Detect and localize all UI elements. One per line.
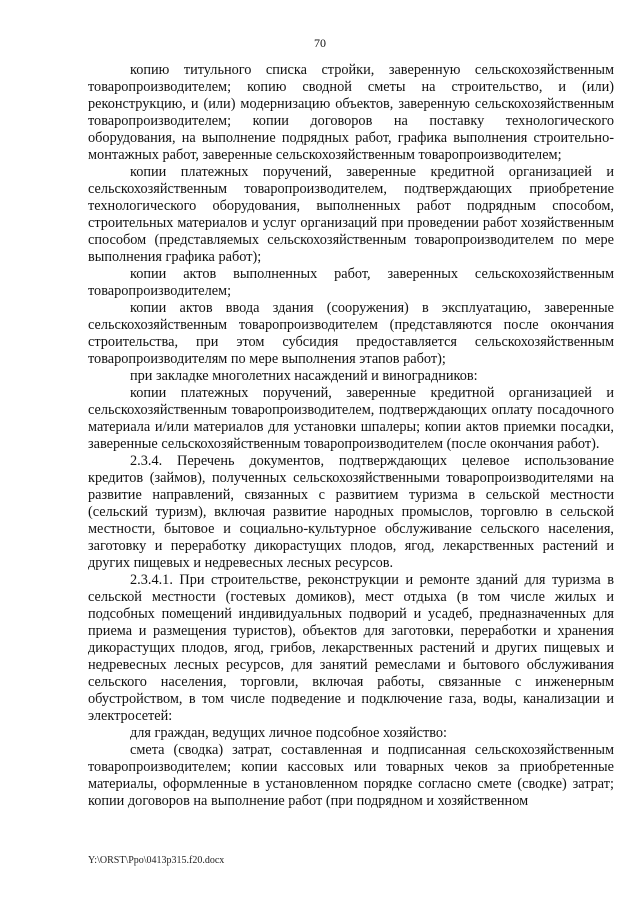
paragraph: 2.3.4.1. При строительстве, реконструкции и ремонте зданий для туризма в сельской местности (гостевых домиков), мест отдыха (в том числе жилых и подсобных помещений индивидуальных подворий и усадеб, предназначенных для приема и размещения туристов), объектов для заготовки, переработки и хранения дикорастущих плодов, ягод, грибов, лекарственных растений и других пищевых и недревесных лесных ресурсов, для занятий ремеслами и бытового обслуживания сельского населения, торговли, включая работы, связанные с инженерным обустройством, в том числе подведение и подключение газа, воды, канализации и электросетей: [88,572,614,724]
paragraph: копии платежных поручений, заверенные кредитной организацией и сельскохозяйственным товаропроизводителем, подтверждающих приобретение технологического оборудования, выполненных работ подрядным способом, строительных материалов и услуг организаций при проведении работ хозяйственным способом (представляемых сельскохозяйственным товаропроизводителем по мере выполнения графика работ); [88,164,614,265]
paragraph: смета (сводка) затрат, составленная и подписанная сельскохозяйственным товаропроизводителем; копии кассовых или товарных чеков за приобретенные материалы, оформленные в установленном порядке согласно смете (сводке) затрат; копии договоров на выполнение работ (при подрядном и хозяйственном [88,742,614,809]
paragraph: копии актов ввода здания (сооружения) в эксплуатацию, заверенные сельскохозяйственным товаропроизводителем (представляются после окончания строительства, при этом субсидия предоставляется сельскохозяйственным товаропроизводителям по мере выполнения этапов работ); [88,300,614,367]
paragraph: копии платежных поручений, заверенные кредитной организацией и сельскохозяйственным товаропроизводителем, подтверждающих оплату посадочного материала и/или материалов для установки шпалеры; копии актов приемки посадки, заверенные сельскохозяйственным товаропроизводителем (после окончания работ). [88,385,614,452]
paragraph: копии актов выполненных работ, заверенных сельскохозяйственным товаропроизводителем; [88,266,614,299]
footer-file-path: Y:\ORST\Ppo\0413p315.f20.docx [88,855,225,866]
paragraph: при закладке многолетних насаждений и виноградников: [130,368,478,384]
paragraph: 2.3.4. Перечень документов, подтверждающих целевое использование кредитов (займов), полученных сельскохозяйственными товаропроизводителями на развитие направлений, связанных с развитием туризма в сельской местности (сельский туризм), включая развитие народных промыслов, торговлю в сельской местности, бытовое и социально-культурное обслуживание сельского населения, заготовку и переработку дикорастущих плодов, ягод, лекарственных растений и других пищевых и недревесных лесных ресурсов. [88,453,614,571]
body-text [88,62,614,810]
page-number: 70 [314,36,326,50]
paragraph: копию титульного списка стройки, заверенную сельскохозяйственным товаропроизводителем; копию сводной сметы на строительство, и (или) реконструкцию, и (или) модернизацию объектов, заверенную сельскохозяйственным товаропроизводителем; копии договоров на поставку технологического оборудования, на выполнение подрядных работ, графика выполнения строительно-монтажных работ, заверенные сельскохозяйственным товаропроизводителем; [88,62,614,163]
paragraph: для граждан, ведущих личное подсобное хозяйство: [130,725,448,741]
